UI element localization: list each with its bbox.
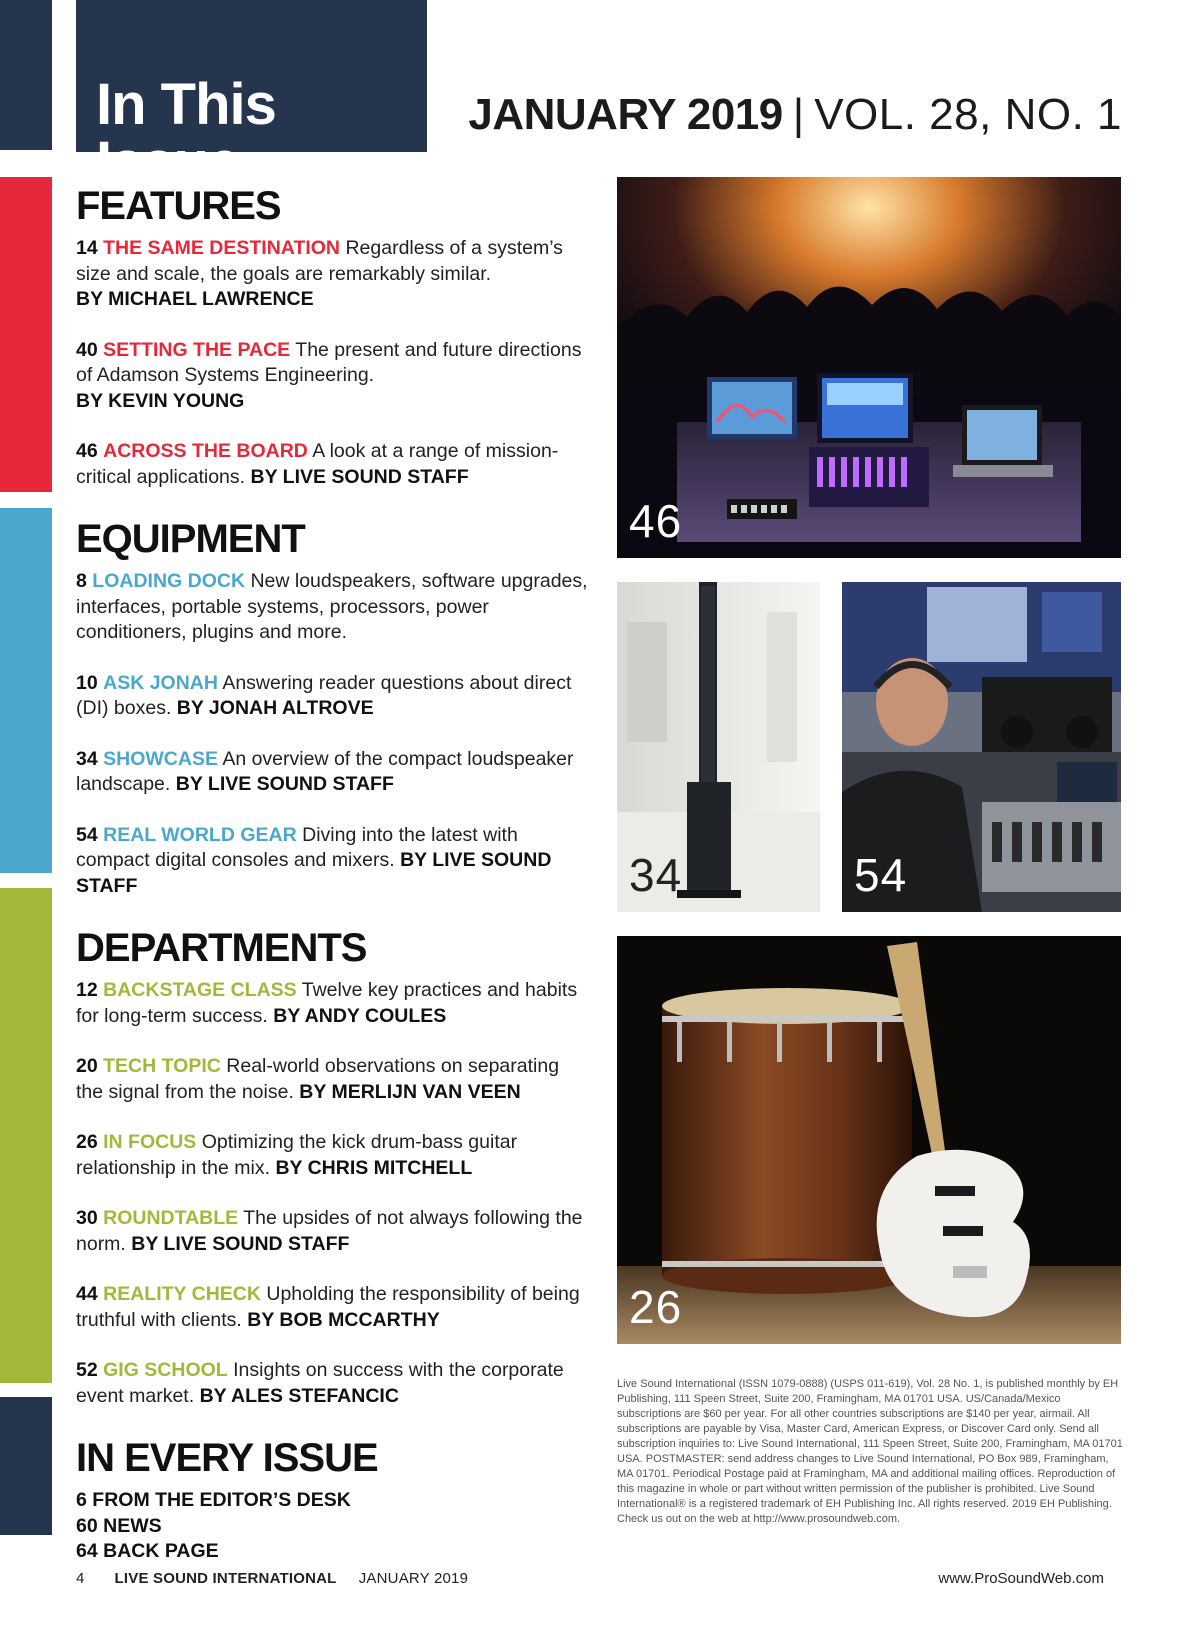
photo-page-number: 54 bbox=[854, 849, 908, 901]
issue-date: JANUARY 2019 bbox=[468, 90, 783, 139]
entry-byline: BY LIVE SOUND STAFF bbox=[131, 1232, 350, 1255]
entry-title[interactable]: THE SAME DESTINATION bbox=[103, 237, 341, 259]
entry-page-number: 52 bbox=[76, 1359, 98, 1381]
entry-page-number: 44 bbox=[76, 1283, 98, 1305]
toc-entry[interactable] bbox=[76, 338, 588, 415]
photo-page-number: 34 bbox=[629, 849, 683, 901]
issue-volume: VOL. 28, NO. 1 bbox=[814, 90, 1122, 139]
side-bar-every-issue bbox=[0, 1397, 52, 1535]
entry-page-number: 30 bbox=[76, 1207, 98, 1229]
equipment-heading: EQUIPMENT bbox=[76, 517, 305, 561]
entry-byline: BY LIVE SOUND STAFF bbox=[175, 773, 394, 795]
entry-byline: BY BOB MCCARTHY bbox=[247, 1308, 440, 1331]
toc-entry[interactable] bbox=[76, 823, 588, 900]
entry-page-number: 34 bbox=[76, 747, 98, 770]
item-page-number: 64 bbox=[76, 1540, 98, 1562]
entry-description: Insights on success with the corporate event market. bbox=[76, 1359, 564, 1407]
entry-page-number: 8 bbox=[76, 570, 87, 592]
drum-bass-photo[interactable] bbox=[617, 936, 1121, 1344]
toc-entry[interactable] bbox=[76, 747, 588, 798]
item-page-number: 60 bbox=[76, 1514, 98, 1537]
side-bar-features bbox=[0, 177, 52, 492]
toc-entry[interactable] bbox=[76, 1206, 588, 1257]
entry-title[interactable]: GIG SCHOOL bbox=[103, 1359, 228, 1381]
entry-title[interactable]: SHOWCASE bbox=[103, 747, 218, 770]
table-of-contents bbox=[76, 182, 588, 1565]
footer-page-number: 4 bbox=[76, 1570, 85, 1587]
side-bar-departments bbox=[0, 888, 52, 1383]
entry-title[interactable]: BACKSTAGE CLASS bbox=[103, 979, 297, 1001]
toc-entry[interactable] bbox=[76, 1130, 588, 1181]
departments-section bbox=[76, 924, 588, 1409]
entry-title[interactable]: ASK JONAH bbox=[103, 671, 218, 694]
equipment-section bbox=[76, 515, 588, 899]
entry-byline: BY ALES STEFANCIC bbox=[199, 1384, 399, 1407]
drum-bass-illustration bbox=[617, 936, 1121, 1344]
entry-title[interactable]: SETTING THE PACE bbox=[103, 338, 291, 361]
entry-byline: BY MICHAEL LAWRENCE bbox=[76, 288, 314, 310]
entry-byline: BY ANDY COULES bbox=[273, 1004, 447, 1027]
side-bar-equipment bbox=[0, 508, 52, 873]
issue-separator: | bbox=[792, 90, 805, 139]
toc-entry[interactable] bbox=[76, 978, 588, 1029]
entry-description: Twelve key practices and habits for long-term success. bbox=[76, 979, 578, 1027]
publication-info: Live Sound International (ISSN 1079-0888) (USPS 011-619), Vol. 28 No. 1, is published monthly by EH Publishing, 111 Speen Street, Suite 200, Framingham, MA 01701 USA. US/Canada/Mexico subscriptions are $60 per year. For all other countries subscriptions are $140 per year, airmail. All subscriptions are payable by Visa, Master Card, American Express, or Discover Card only. Send all subscription inquiries to: Live Sound International, 111 Speen Street, Suite 200, Framingham, MA 01701 USA. POSTMASTER: send address changes to Live Sound International, PO Box 989, Framingham, MA 01701. Periodical Postage paid at Framingham, MA and additional mailing offices. Reproduction of this magazine in whole or part without written permission of the publisher is prohibited. Live Sound International® is a registered trademark of EH Publishing Inc. All rights reserved. 2019 EH Publishing. Check us out on the web at http://www.prosoundweb.com. bbox=[617, 1378, 1123, 1525]
entry-title[interactable]: REALITY CHECK bbox=[103, 1283, 261, 1305]
toc-entry[interactable] bbox=[76, 1054, 588, 1105]
entry-title[interactable]: TECH TOPIC bbox=[103, 1055, 221, 1077]
entry-page-number: 40 bbox=[76, 338, 98, 361]
loudspeaker-photo[interactable] bbox=[617, 582, 820, 912]
features-heading: FEATURES bbox=[76, 184, 281, 228]
entry-description: Real-world observations on separating the signal from the noise. bbox=[76, 1055, 560, 1103]
entry-byline: BY LIVE SOUND STAFF bbox=[250, 465, 469, 488]
entry-description: New loudspeakers, software upgrades, interfaces, portable systems, processors, power conditioners, plugins and more. bbox=[76, 570, 588, 643]
entry-description: The upsides of not always following the norm. bbox=[76, 1207, 583, 1255]
every-issue-heading: IN EVERY ISSUE bbox=[76, 1436, 378, 1480]
entry-description: A look at a range of mission-critical applications. bbox=[76, 440, 559, 488]
entry-description: Optimizing the kick drum-bass guitar relationship in the mix. bbox=[76, 1131, 518, 1179]
item-title[interactable]: FROM THE EDITOR’S DESK bbox=[92, 1489, 351, 1511]
entry-page-number: 54 bbox=[76, 823, 98, 846]
entry-page-number: 10 bbox=[76, 671, 98, 694]
entry-page-number: 14 bbox=[76, 237, 98, 259]
every-issue-section bbox=[76, 1434, 588, 1565]
entry-page-number: 26 bbox=[76, 1131, 98, 1153]
list-item[interactable] bbox=[76, 1539, 588, 1565]
toc-entry[interactable] bbox=[76, 236, 588, 313]
entry-byline: BY MERLIJN VAN VEEN bbox=[299, 1080, 521, 1103]
item-page-number: 6 bbox=[76, 1489, 87, 1511]
list-item[interactable] bbox=[76, 1514, 588, 1540]
toc-entry[interactable] bbox=[76, 671, 588, 722]
toc-entry[interactable] bbox=[76, 439, 588, 490]
issue-info bbox=[468, 92, 1122, 138]
entry-page-number: 46 bbox=[76, 440, 98, 462]
departments-heading: DEPARTMENTS bbox=[76, 926, 367, 970]
entry-byline: BY KEVIN YOUNG bbox=[76, 389, 245, 412]
entry-page-number: 12 bbox=[76, 979, 98, 1001]
entry-description: An overview of the compact loudspeaker landscape. bbox=[76, 747, 574, 795]
concert-console-illustration bbox=[617, 177, 1121, 558]
item-title[interactable]: BACK PAGE bbox=[103, 1540, 219, 1562]
toc-entry[interactable] bbox=[76, 1282, 588, 1333]
entry-description: Answering reader questions about direct (DI) boxes. bbox=[76, 671, 572, 719]
entry-title[interactable]: ROUNDTABLE bbox=[103, 1207, 239, 1229]
toc-entry[interactable] bbox=[76, 1358, 588, 1409]
entry-description: Upholding the responsibility of being truthful with clients. bbox=[76, 1283, 580, 1331]
entry-title[interactable]: IN FOCUS bbox=[103, 1131, 197, 1153]
entry-description: Diving into the latest with compact digital consoles and mixers. bbox=[76, 823, 518, 871]
entry-description: The present and future directions of Adamson Systems Engineering. bbox=[76, 338, 582, 386]
features-section bbox=[76, 182, 588, 490]
entry-byline: BY CHRIS MITCHELL bbox=[275, 1156, 473, 1179]
photo-page-number: 46 bbox=[629, 495, 683, 547]
page-title: In This Issue bbox=[96, 72, 276, 195]
list-item[interactable] bbox=[76, 1488, 588, 1514]
entry-title[interactable]: REAL WORLD GEAR bbox=[103, 823, 297, 846]
page-footer bbox=[76, 1568, 1104, 1590]
entry-title[interactable]: LOADING DOCK bbox=[92, 570, 246, 592]
entry-description: Regardless of a system’s size and scale, the goals are remarkably similar. bbox=[76, 237, 563, 285]
photo-page-number: 26 bbox=[629, 1281, 683, 1333]
side-bar-navy-top bbox=[0, 0, 52, 150]
footer-magazine-name: LIVE SOUND INTERNATIONAL bbox=[114, 1570, 337, 1587]
footer-website-link[interactable]: www.ProSoundWeb.com bbox=[938, 1570, 1104, 1587]
entry-byline: BY JONAH ALTROVE bbox=[176, 697, 374, 719]
concert-console-photo[interactable] bbox=[617, 177, 1121, 558]
entry-byline: BY LIVE SOUND STAFF bbox=[76, 849, 552, 897]
item-title[interactable]: NEWS bbox=[103, 1514, 162, 1537]
toc-entry[interactable] bbox=[76, 569, 588, 646]
entry-title[interactable]: ACROSS THE BOARD bbox=[103, 440, 308, 462]
footer-month: JANUARY 2019 bbox=[358, 1570, 469, 1587]
engineer-console-photo[interactable] bbox=[842, 582, 1121, 912]
entry-page-number: 20 bbox=[76, 1055, 98, 1077]
page-title-box bbox=[76, 0, 427, 195]
